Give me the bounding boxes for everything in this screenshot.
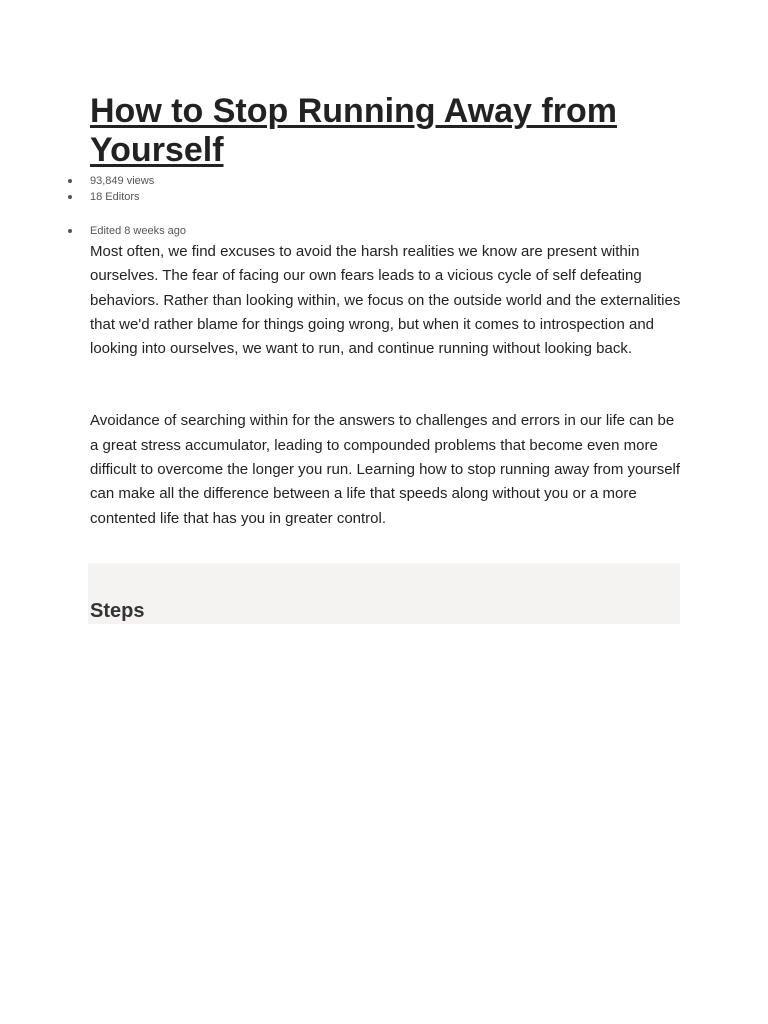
intro-paragraph-2: Avoidance of searching within for the answers to challenges and errors in our life can be a great stress accumulator, leading to compounded problems that become even more difficult to overcome the longer you run. Learning how to stop running away from yourself can make all the difference between a life that speeds along without you or a more contented life that has you in greater control. <box>90 412 681 527</box>
views-count: 93,849 views <box>90 173 682 189</box>
article-intro <box>90 240 682 531</box>
article-stats <box>90 173 682 205</box>
steps-heading: Steps <box>90 600 145 622</box>
steps-section <box>88 563 680 624</box>
intro-paragraph-1: Most often, we find excuses to avoid the harsh realities we know are present within ourselves. The fear of facing our own fears leads to a vicious cycle of self defeating behaviors. Rather than looking within, we focus on the outside world and the externalities that we'd rather blame for things going wrong, but when it comes to introspection and looking into ourselves, we want to run, and continue running without looking back. <box>90 243 681 358</box>
article-title-link[interactable]: How to Stop Running Away from Yourself <box>90 92 617 169</box>
article-edit-info <box>90 223 682 239</box>
article <box>90 92 682 531</box>
editors-count[interactable]: 18 Editors <box>90 189 682 205</box>
edited-timestamp[interactable]: Edited 8 weeks ago <box>90 223 682 239</box>
article-title <box>90 92 682 170</box>
